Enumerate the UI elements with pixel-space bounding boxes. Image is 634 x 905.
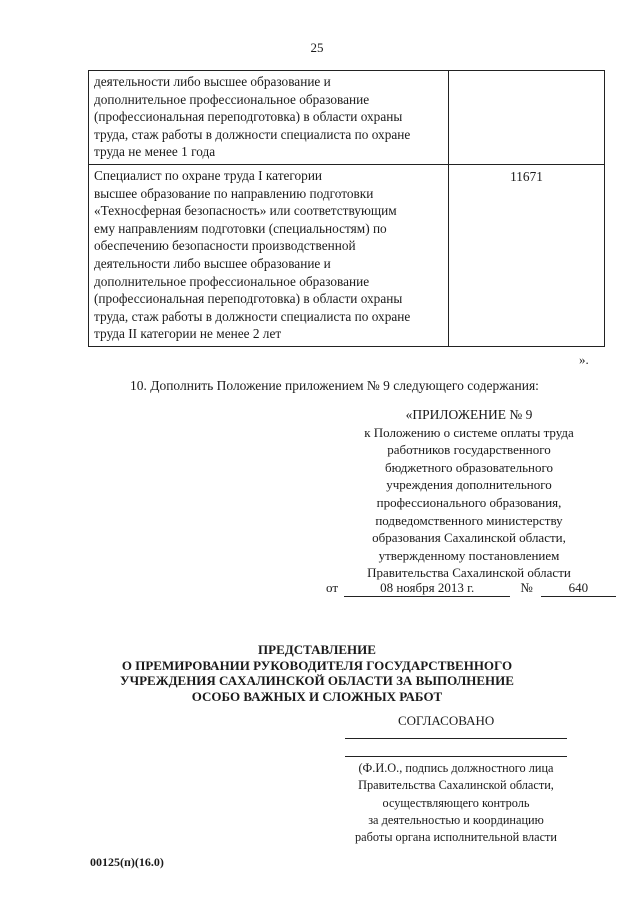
annex-line: к Положению о системе оплаты труда [364, 424, 574, 440]
annex-line: работников государственного [387, 442, 551, 458]
from-label: от [326, 580, 339, 595]
cell-line: труда, стаж работы в должности специалиста по охране [94, 126, 411, 142]
annex-title: «ПРИЛОЖЕНИЕ № 9 [405, 407, 533, 422]
cell-line: (профессиональная переподготовка) в области охраны [94, 109, 403, 125]
table-cell-description [89, 71, 449, 164]
table-row [89, 71, 604, 164]
cell-line: дополнительное профессиональное образование [94, 273, 370, 289]
cell-line: деятельности либо высшее образование и [94, 255, 331, 271]
annex-line: Правительства Сахалинской области [367, 565, 571, 581]
number-label: № [520, 580, 533, 595]
annex-line: утвержденному постановлением [378, 547, 560, 563]
cell-line: дополнительное профессиональное образование [94, 91, 370, 107]
note-line: Правительства Сахалинской области, [358, 778, 554, 793]
cell-line: Специалист по охране труда I категории [94, 167, 323, 183]
annex-line: профессионального образования, [376, 494, 562, 510]
heading-line: ПРЕДСТАВЛЕНИЕ [258, 642, 376, 657]
annex-header [340, 406, 598, 582]
heading-line: О ПРЕМИРОВАНИИ РУКОВОДИТЕЛЯ ГОСУДАРСТВЕННОГО [121, 657, 513, 673]
approval-number: 640 [541, 580, 616, 597]
instruction-paragraph: 10. Дополнить Положение приложением № 9 следующего содержания: [130, 378, 539, 393]
annex-line: образования Сахалинской области, [372, 530, 566, 546]
salary-table [88, 70, 605, 347]
table-cell-description [89, 165, 449, 346]
approval-line [326, 580, 616, 597]
page-number: 25 [310, 40, 324, 55]
agreed-label: СОГЛАСОВАНО [398, 713, 495, 728]
table-cell-value: 11671 [510, 168, 543, 184]
note-line: (Ф.И.О., подпись должностного лица [358, 761, 554, 775]
note-line: работы органа исполнительной власти [355, 830, 557, 845]
note-line: осуществляющего контроль [382, 795, 530, 810]
heading-line: ОСОБО ВАЖНЫХ И СЛОЖНЫХ РАБОТ [191, 688, 443, 704]
signature-line [345, 738, 567, 739]
annex-line: учреждения дополнительного [386, 477, 552, 493]
cell-line: высшее образование по направлению подготовки [94, 185, 374, 201]
cell-line: обеспечению безопасности производственной [94, 238, 356, 254]
note-line: за деятельностью и координацию [368, 812, 544, 827]
signature-line [345, 756, 567, 757]
cell-line: труда, стаж работы в должности специалиста по охране [94, 308, 411, 324]
cell-line: «Техносферная безопасность» или соответствующим [94, 203, 397, 219]
document-code: 00125(п)(16.0) [90, 855, 164, 869]
table-cell-value [449, 71, 604, 164]
document-heading [0, 642, 634, 704]
heading-line: УЧРЕЖДЕНИЯ САХАЛИНСКОЙ ОБЛАСТИ ЗА ВЫПОЛНЕНИЕ [120, 673, 514, 688]
table-row [89, 164, 604, 346]
annex-line: бюджетного образовательного [385, 459, 553, 475]
annex-line: подведомственного министерству [375, 512, 563, 528]
signature-note [345, 760, 567, 846]
cell-line: деятельности либо высшее образование и [94, 74, 331, 89]
cell-line: труда не менее 1 года [94, 144, 216, 160]
closing-quote: ». [579, 352, 589, 367]
cell-line: (профессиональная переподготовка) в области охраны [94, 291, 403, 307]
approval-date: 08 ноября 2013 г. [344, 580, 510, 597]
signature-lines [345, 738, 567, 757]
cell-line: ему направлениям подготовки (специальностям) по [94, 220, 387, 236]
cell-line: труда II категории не менее 2 лет [94, 326, 282, 342]
